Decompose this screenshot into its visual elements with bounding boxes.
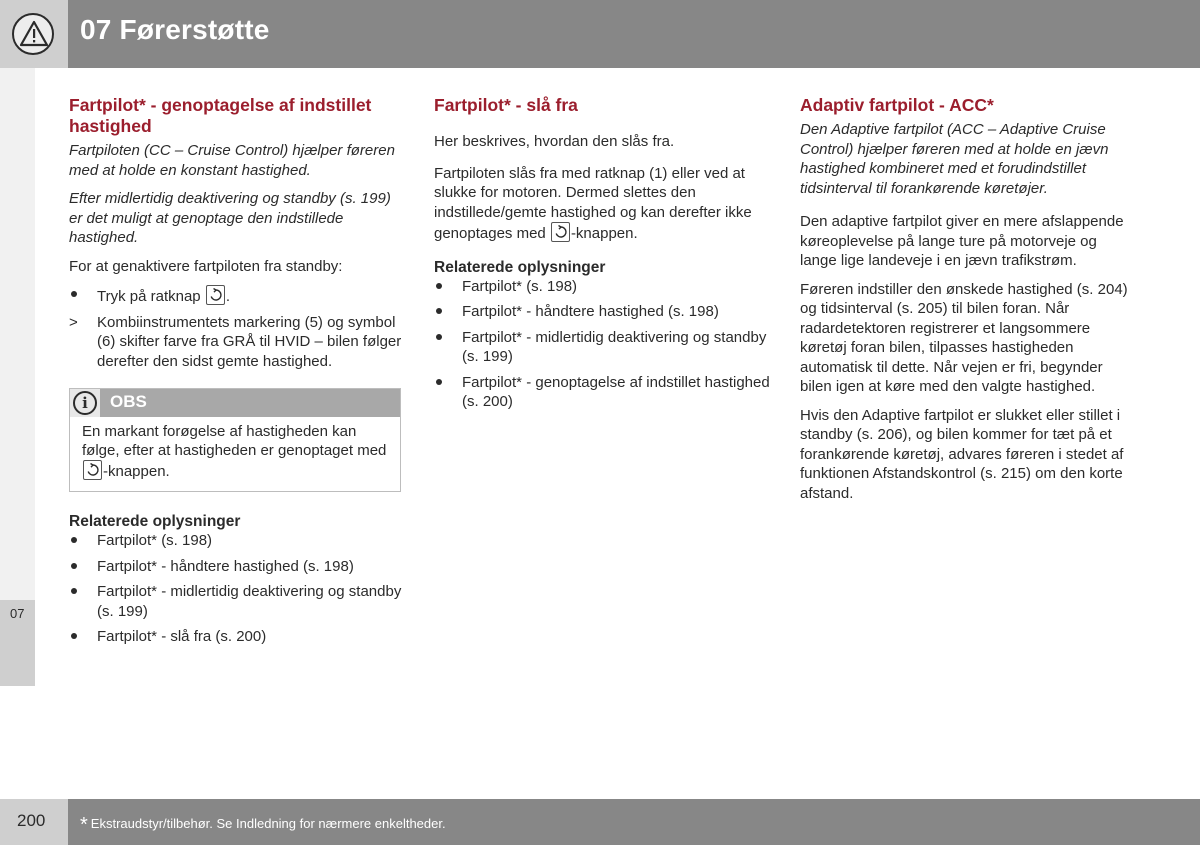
related-heading: Relaterede oplysninger (69, 513, 241, 530)
body-text: Den adaptive fartpilot giver en mere afslappende køreoplevelse på lange ture på motorveje og lange lige landeveje i en jævn trafikstrøm. (800, 213, 1124, 269)
intro-text: Fartpiloten (CC – Cruise Control) hjælper føreren med at holde en konstant hastighed. (69, 142, 395, 179)
step-item (69, 285, 404, 307)
chapter-side-tab[interactable] (0, 600, 35, 686)
intro-text: Den Adaptive fartpilot (ACC – Adaptive Cruise Control) hjælper føreren med at holde en jævn hastighed kombineret med et forudindstillet tidsinterval til forankørende køretøjer. (800, 121, 1109, 197)
bullet-icon (71, 563, 77, 569)
footnote-text: Ekstraudstyr/tilbehør. Se Indledning for nærmere enkeltheder. (90, 816, 446, 831)
bullet-icon (71, 537, 77, 543)
page-number-box (0, 799, 68, 845)
column-middle (434, 95, 770, 420)
step-result-text: Kombiinstrumentets markering (5) og symbol (6) skifter farve fra GRÅ til HVID – bilen følger derefter den sidst gemte hastighed. (97, 313, 402, 370)
info-icon: i (70, 389, 100, 417)
chapter-title: 07 Førerstøtte (80, 14, 270, 45)
page-number: 200 (17, 811, 46, 830)
resume-arrow-icon (206, 285, 225, 305)
body-text: Føreren indstiller den ønskede hastighed (s. 204) og tidsinterval (s. 205) til bilen foran. Når radardetektoren registrerer et langsommere køretøj foran bilen, tilpasses hastigheden automatisk til dette. Når vejen er fri, begynder bilen igen at køre med den valgte hastighed. (800, 280, 1128, 395)
bullet-icon (71, 291, 77, 297)
step-text: Tryk på ratknap (97, 288, 201, 305)
intro-text: Efter midlertidig deaktivering og standby (s. 199) er det muligt at genoptage den indstillede hastighed. (69, 190, 391, 246)
related-heading: Relaterede oplysninger (434, 258, 606, 276)
related-link[interactable]: Fartpilot* (s. 198) (434, 277, 770, 297)
footer-note (80, 814, 446, 837)
obs-text-end: -knappen. (103, 463, 170, 480)
body-text: Fartpiloten slås fra med ratknap (1) eller ved at slukke for motoren. Dermed slettes den indstillede/gemte hastighed og kan derefter ikke genoptages med -knappen. (434, 164, 752, 242)
bullet-icon (436, 334, 442, 340)
body-text: Her beskrives, hvordan den slås fra. (434, 133, 675, 150)
side-strip (0, 68, 35, 686)
steps-list (69, 285, 404, 371)
body-text: Hvis den Adaptive fartpilot er slukket eller stillet i standby (s. 206), og bilen kommer for tæt på et forankørende køretøj, advares føreren i stedet af funktionen Afstandskontrol (s. 215) om den korte afstand. (800, 406, 1124, 502)
result-arrow-icon: > (69, 313, 78, 331)
bullet-icon (436, 379, 442, 385)
obs-header (70, 389, 400, 417)
bullet-icon (436, 283, 442, 289)
header-icon-box (0, 0, 68, 68)
related-link[interactable]: Fartpilot* - håndtere hastighed (s. 198) (434, 302, 770, 322)
related-list (69, 531, 404, 647)
section-heading-acc: Adaptiv fartpilot - ACC* (800, 95, 994, 115)
bullet-icon (71, 588, 77, 594)
related-link[interactable]: Fartpilot* - slå fra (s. 200) (69, 627, 404, 647)
related-link[interactable]: Fartpilot* - midlertidig deaktivering og standby (s. 199) (434, 328, 770, 367)
related-list (434, 277, 770, 412)
obs-title: OBS (110, 392, 147, 411)
obs-text: En markant forøgelse af hastigheden kan følge, efter at hastigheden er genoptaget med (82, 423, 387, 459)
obs-body (70, 417, 400, 491)
resume-arrow-icon (83, 460, 102, 480)
body-text: For at genaktivere fartpiloten fra standby: (69, 257, 343, 275)
resume-arrow-icon (551, 222, 570, 242)
section-heading-resume: Fartpilot* - genoptagelse af indstillet hastighed (69, 95, 372, 136)
column-left (69, 95, 404, 655)
section-heading-off: Fartpilot* - slå fra (434, 95, 578, 115)
footer-bar (68, 799, 1200, 845)
obs-note-box (69, 388, 401, 492)
chapter-side-tab-label: 07 (10, 606, 25, 621)
footnote-star: * (80, 814, 88, 836)
step-result-item (69, 313, 404, 372)
bullet-icon (436, 308, 442, 314)
column-right (800, 95, 1136, 512)
step-end: . (225, 288, 230, 305)
related-link[interactable]: Fartpilot* - midlertidig deaktivering og standby (s. 199) (69, 582, 404, 621)
related-link[interactable]: Fartpilot* (s. 198) (69, 531, 404, 551)
header-bar (68, 0, 1200, 68)
related-link[interactable]: Fartpilot* - håndtere hastighed (s. 198) (69, 557, 404, 577)
warning-triangle-icon (12, 13, 54, 55)
bullet-icon (71, 633, 77, 639)
related-link[interactable]: Fartpilot* - genoptagelse af indstillet hastighed (s. 200) (434, 373, 770, 412)
